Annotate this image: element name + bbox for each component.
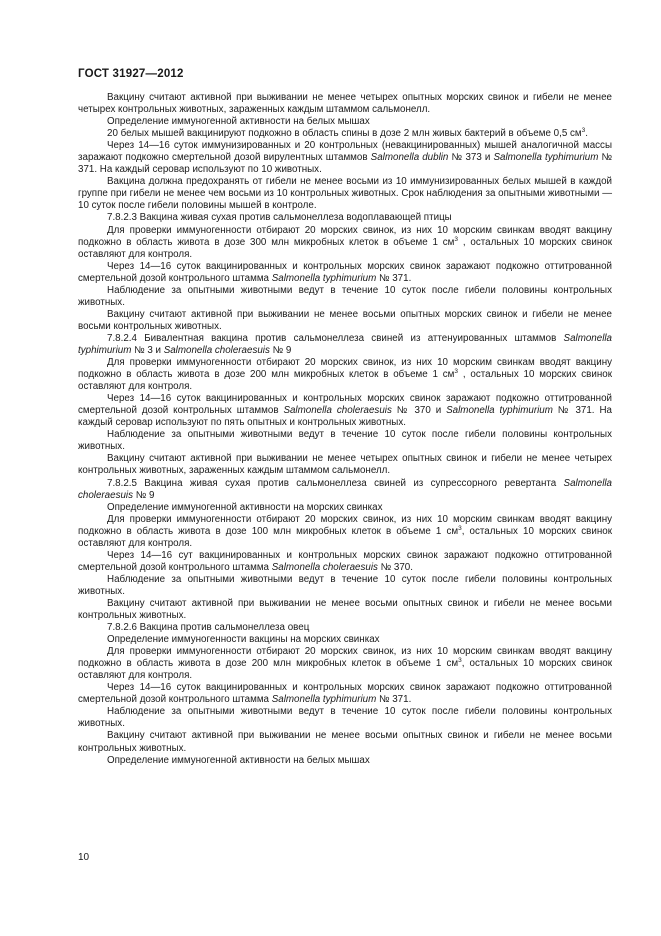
species-name: Salmonella choleraesuis bbox=[271, 561, 378, 573]
text-run: № 371. bbox=[376, 272, 412, 284]
text-run: 7.8.2.4 Бивалентная вакцина против сальмонеллеза свиней из аттенуированных штаммов bbox=[107, 332, 564, 344]
species-name: Salmonella choleraesuis bbox=[78, 477, 612, 501]
paragraph bbox=[78, 755, 612, 767]
text-run: 7.8.2.6 Вакцина против сальмонеллеза овец bbox=[107, 622, 310, 634]
paragraph bbox=[78, 514, 612, 550]
text-run: . bbox=[585, 128, 588, 140]
text-run: Наблюдение за опытными животными ведут в течение 10 суток после гибели половины контрольных животных. bbox=[78, 706, 612, 730]
text-run: Через 14—16 суток вакцинированных и контрольных морских свинок заражают подкожно оттитрованной смертельной дозой контрольных штаммов bbox=[78, 393, 612, 417]
paragraph bbox=[78, 128, 612, 140]
text-run: Через 14—16 суток вакцинированных и контрольных морских свинок заражают подкожно оттитрованной смертельной дозой контрольного штамма bbox=[78, 682, 612, 706]
text-run: № 3 и bbox=[131, 344, 164, 356]
superscript: 3 bbox=[454, 235, 459, 243]
text-run: Через 14—16 суток вакцинированных и контрольных морских свинок заражают подкожно оттитрованной смертельной дозой контрольного штамма bbox=[78, 260, 612, 284]
text-run: Вакцину считают активной при выживании не менее восьми опытных свинок и гибели не менее восьми контрольных животных. bbox=[78, 730, 612, 754]
superscript: 3 bbox=[458, 657, 462, 665]
species-name: Salmonella typhimurium bbox=[78, 332, 612, 356]
species-name: Salmonella typhimurium bbox=[271, 272, 377, 284]
text-run: Вакцину считают активной при выживании не менее четырех опытных морских свинок и гибели не менее четырех контрольных животных, зараженных каждым штаммом сальмонелл. bbox=[78, 92, 612, 116]
text-run: Для проверки иммуногенности отбирают 20 морских свинок, из них 10 морским свинкам вводят вакцину подкожно в область живота в дозе 300 млн микробных клеток в объеме 1 см bbox=[78, 224, 612, 248]
text-run: Для проверки иммуногенности отбирают 20 морских свинок, из них 10 морским свинкам вводят вакцину подкожно в область живота в дозе 100 млн микробных клеток в объеме 1 см bbox=[78, 513, 612, 537]
text-run: 7.8.2.3 Вакцина живая сухая против сальмонеллеза водоплавающей птицы bbox=[107, 212, 452, 224]
paragraph bbox=[78, 453, 612, 477]
paragraph bbox=[78, 140, 612, 176]
text-run: № 370 и bbox=[391, 405, 447, 417]
text-run: 20 белых мышей вакцинируют подкожно в область спины в дозе 2 млн живых бактерий в объеме 0,5 см bbox=[107, 128, 582, 140]
paragraph bbox=[78, 730, 612, 754]
document-header: ГОСТ 31927—2012 bbox=[78, 68, 184, 80]
superscript: 3 bbox=[454, 368, 459, 376]
paragraph bbox=[78, 333, 612, 357]
paragraph bbox=[78, 393, 612, 429]
text-run: , остальных 10 морских свинок оставляют для контроля. bbox=[78, 236, 612, 260]
text-run: 7.8.2.5 Вакцина живая сухая против сальмонеллеза свиней из супрессорного ревертанта bbox=[107, 477, 564, 489]
paragraph bbox=[78, 429, 612, 453]
page-number: 10 bbox=[78, 852, 90, 863]
paragraph bbox=[78, 550, 612, 574]
paragraph bbox=[78, 574, 612, 598]
paragraph bbox=[78, 478, 612, 502]
text-run: Через 14—16 сут вакцинированных и контрольных морских свинок заражают подкожно оттитрованной смертельной дозой контрольного штамма bbox=[78, 549, 612, 573]
paragraph bbox=[78, 261, 612, 285]
text-run: Вакцину считают активной при выживании не менее четырех опытных свинок и гибели не менее четырех контрольных животных, зараженных каждым штаммом сальмонелл. bbox=[78, 453, 612, 477]
superscript: 3 bbox=[458, 524, 462, 532]
superscript: 3 bbox=[581, 127, 586, 135]
text-run: Вакцину считают активной при выживании не менее восьми опытных свинок и гибели не менее восьми контрольных животных. bbox=[78, 597, 612, 622]
paragraph bbox=[78, 502, 612, 514]
text-run: , остальных 10 морских свинок оставляют для контроля. bbox=[78, 369, 612, 393]
text-run: Наблюдение за опытными животными ведут в течение 10 суток после гибели половины контрольных животных. bbox=[78, 429, 612, 453]
text-run: № 373 и bbox=[448, 152, 494, 164]
paragraph bbox=[78, 646, 612, 682]
paragraph bbox=[78, 598, 612, 622]
text-run: Наблюдение за опытными животными ведут в течение 10 суток после гибели половины контрольных животных. bbox=[78, 284, 612, 308]
text-run: № 371. bbox=[376, 694, 412, 706]
text-run: Через 14—16 суток иммунизированных и 20 контрольных (невакцинированных) мышей аналогичной массы заражают подкожно смертельной дозой вирулентных штаммов bbox=[78, 140, 612, 164]
paragraph bbox=[78, 682, 612, 706]
text-run: Наблюдение за опытными животными ведут в течение 10 суток после гибели половины контрольных животных. bbox=[78, 573, 612, 597]
document-body bbox=[78, 92, 612, 767]
text-run: Определение иммуногенности вакцины на морских свинках bbox=[107, 634, 380, 646]
paragraph bbox=[78, 225, 612, 261]
species-name: Salmonella dublin bbox=[370, 152, 449, 164]
species-name: Salmonella choleraesuis bbox=[163, 344, 270, 356]
species-name: Salmonella typhimurium bbox=[493, 152, 599, 164]
text-run: № 9 bbox=[133, 489, 155, 501]
text-run: Определение иммуногенной активности на белых мышах bbox=[107, 754, 370, 766]
paragraph bbox=[78, 92, 612, 116]
paragraph bbox=[78, 357, 612, 393]
text-run: Вакцина должна предохранять от гибели не менее восьми из 10 иммунизированных белых мышей в каждой группе при гибели не менее чем восьми из 10 контрольных животных. Срок наблюдения за опытными животными — 10 суток после гибели половины мышей в контроле. bbox=[78, 176, 612, 212]
paragraph bbox=[78, 634, 612, 646]
paragraph bbox=[78, 116, 612, 128]
text-run: Определение иммуногенной активности на морских свинках bbox=[107, 501, 383, 513]
paragraph bbox=[78, 212, 612, 224]
paragraph bbox=[78, 622, 612, 634]
text-run: № 371. На каждый серовар используют по 10 животных. bbox=[78, 152, 612, 176]
text-run: № 371. На каждый серовар используют по пять опытных и контрольных животных. bbox=[78, 405, 612, 429]
text-run: Для проверки иммуногенности отбирают 20 морских свинок, из них 10 морским свинкам вводят вакцину подкожно в область живота в дозе 200 млн микробных клеток в объеме 1 см bbox=[78, 646, 612, 670]
paragraph bbox=[78, 706, 612, 730]
paragraph bbox=[78, 309, 612, 333]
text-run: № 370. bbox=[377, 561, 413, 573]
text-run: Определение иммуногенной активности на белых мышах bbox=[107, 116, 370, 128]
text-run: Вакцину считают активной при выживании не менее восьми опытных морских свинок и гибели не менее восьми контрольных животных. bbox=[78, 308, 612, 332]
species-name: Salmonella typhimurium bbox=[271, 694, 377, 706]
species-name: Salmonella choleraesuis bbox=[283, 405, 392, 417]
text-run: , остальных 10 морских свинок оставляют для контроля. bbox=[78, 525, 612, 549]
species-name: Salmonella typhimurium bbox=[446, 405, 553, 417]
paragraph bbox=[78, 285, 612, 309]
text-run: № 9 bbox=[269, 344, 292, 356]
text-run: Для проверки иммуногенности отбирают 20 морских свинок, из них 10 морским свинкам вводят вакцину подкожно в область живота в дозе 200 млн микробных клеток в объеме 1 см bbox=[78, 357, 612, 381]
paragraph bbox=[78, 176, 612, 212]
text-run: , остальных 10 морских свинок оставляют для контроля. bbox=[78, 658, 612, 682]
